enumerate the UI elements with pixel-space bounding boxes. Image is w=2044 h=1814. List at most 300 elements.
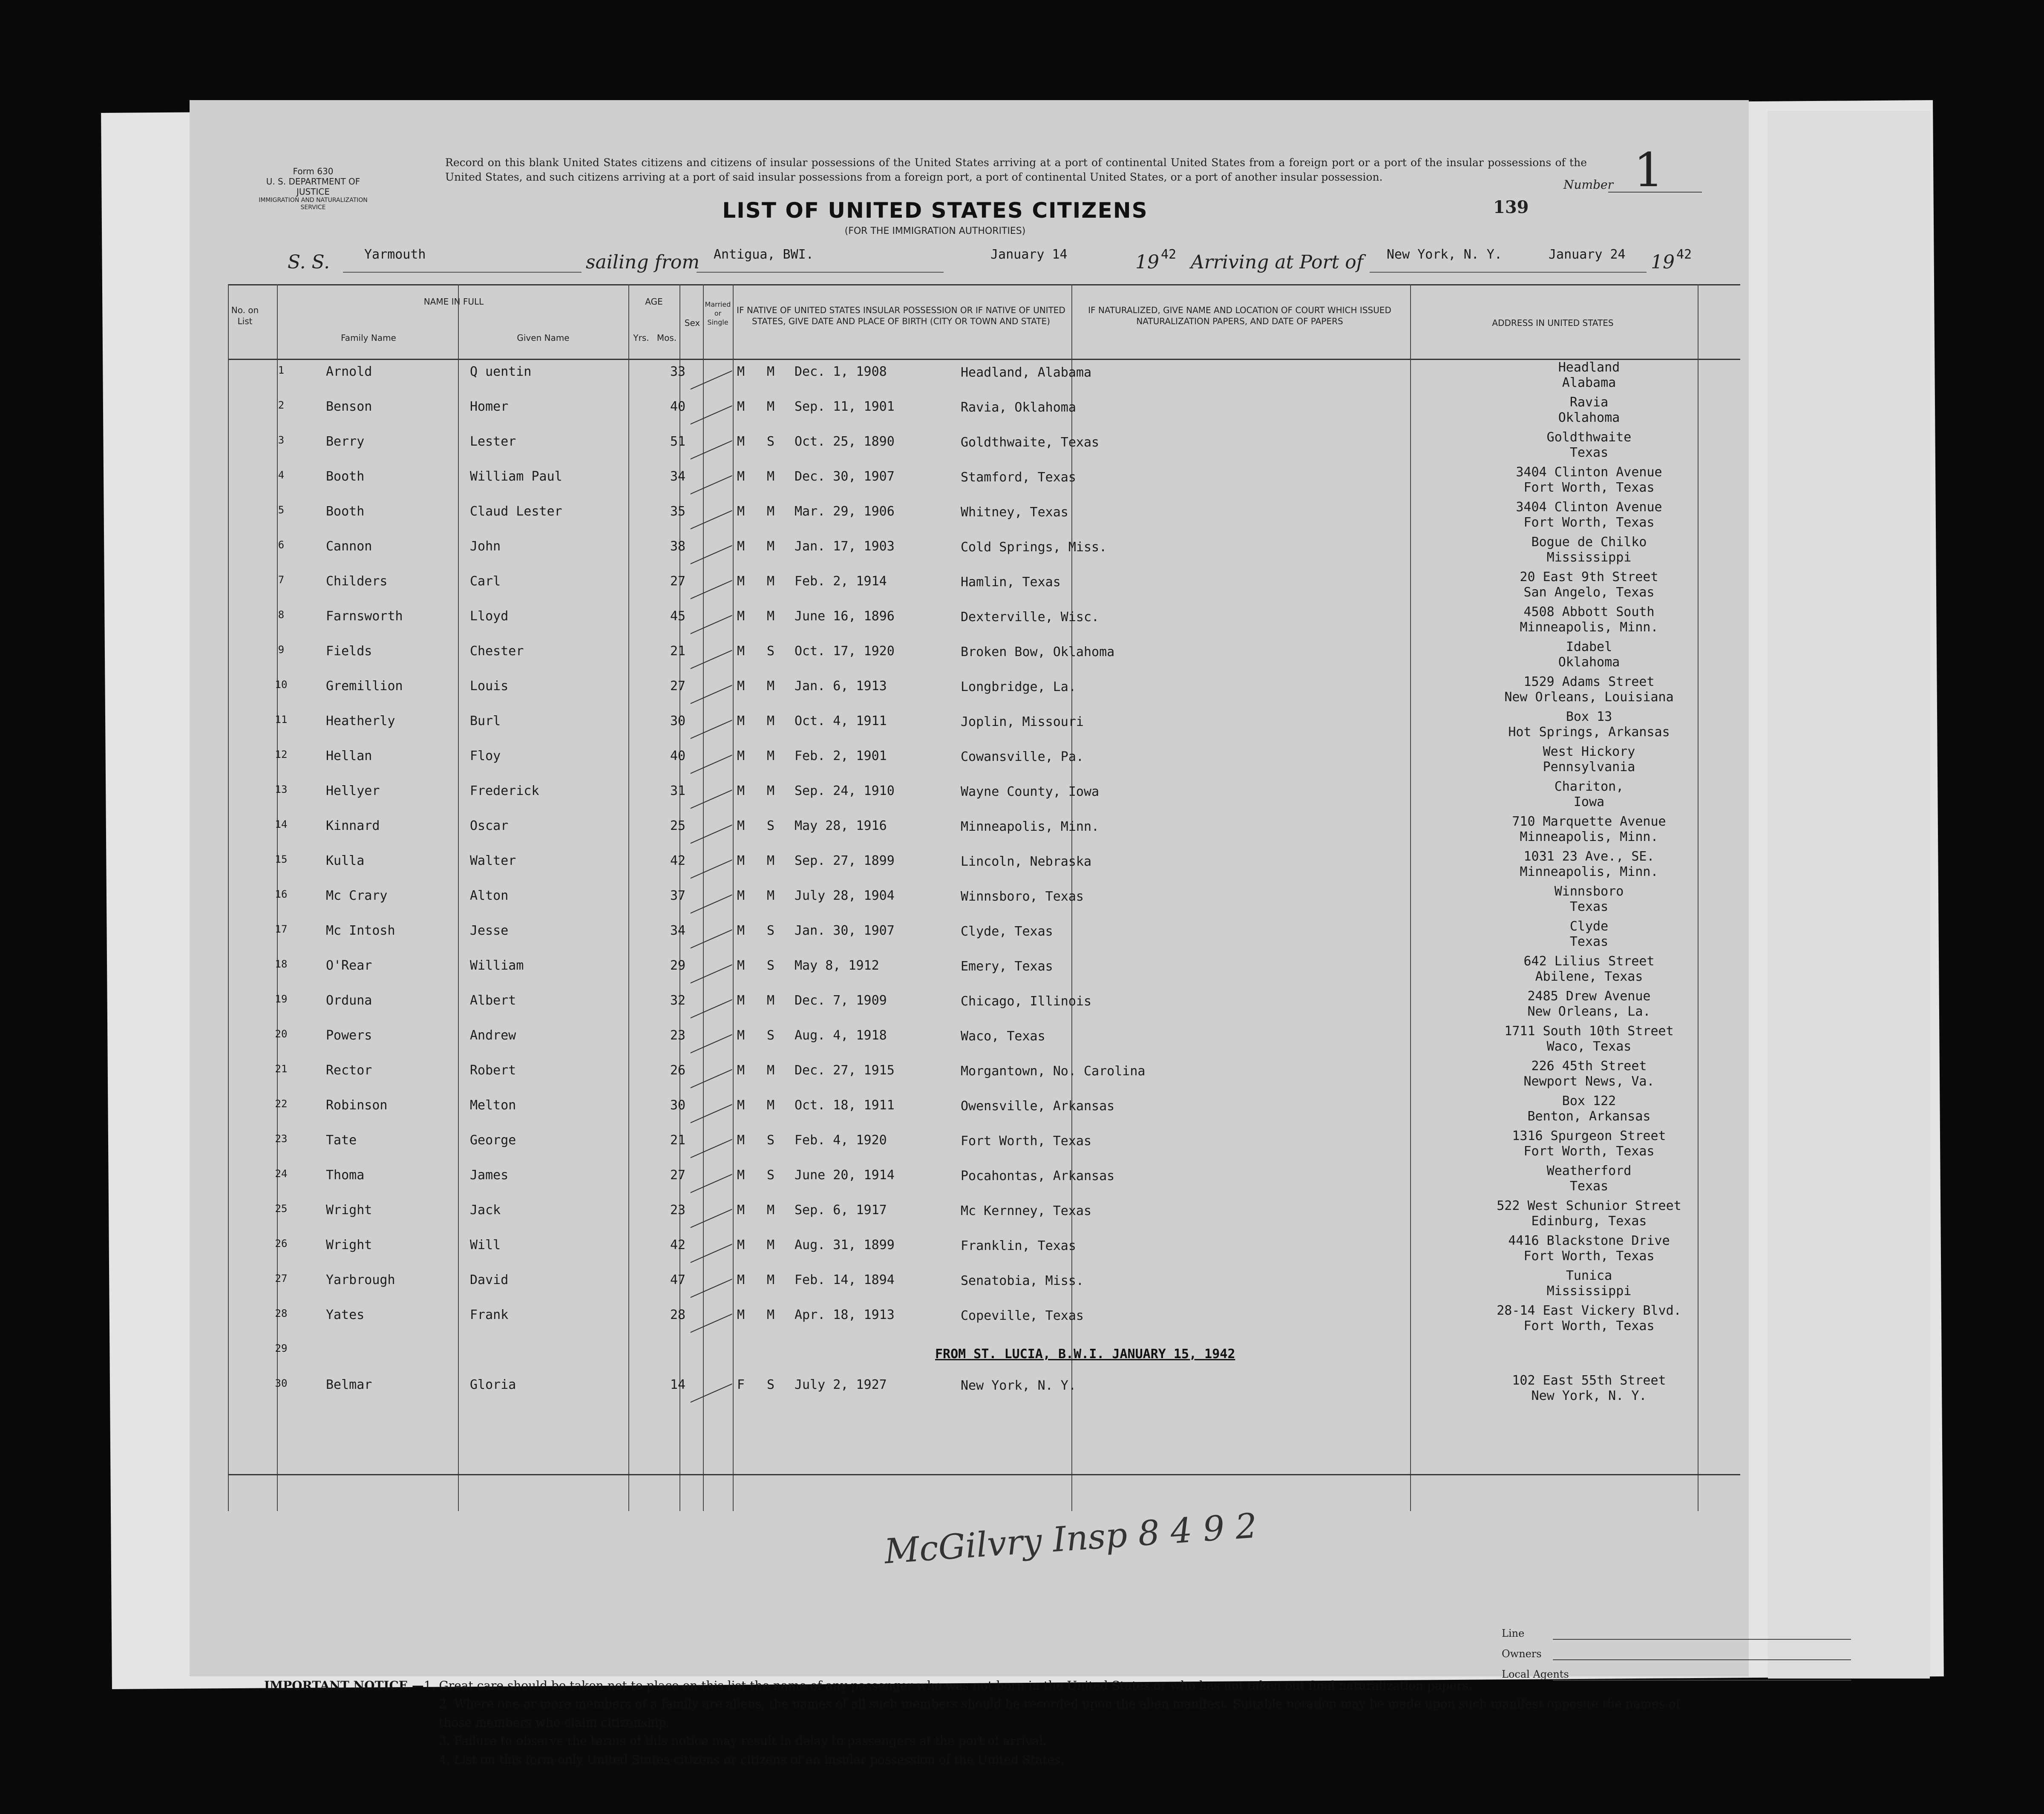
birth-date: Mar. 29, 1906 [795,504,895,519]
birth-date: May 28, 1916 [795,818,887,833]
table-row [228,535,1740,570]
table-row [228,1024,1740,1059]
address-line-1: Goldthwaite [1546,430,1632,445]
marital-status: M [767,1203,775,1218]
carrier-fields [1502,1623,1569,1684]
page-subtitle: (FOR THE IMMIGRATION AUTHORITIES) [844,226,1026,236]
age-years: 30 [670,714,686,728]
address-line-2: Mississippi [1546,1284,1632,1299]
table-row [228,919,1740,954]
birth-date: Jan. 6, 1913 [795,679,887,694]
marital-status: S [767,1133,775,1148]
family-name: Yates [326,1307,365,1322]
sex: M [737,1273,745,1287]
address-line-2: Alabama [1562,375,1616,390]
address-line-1: Winnsboro [1554,884,1624,899]
address-line-2: Texas [1569,1179,1609,1194]
address-line-1: 20 East 9th Street [1520,570,1658,585]
age-years: 34 [670,469,686,484]
row-number: 1 [278,364,285,376]
birth-place: Clyde, Texas [961,924,1053,939]
row-number: 10 [275,679,288,691]
age-years: 23 [670,1203,686,1218]
address-line-2: Oklahoma [1558,655,1620,670]
birth-date: Dec. 7, 1909 [795,993,887,1008]
col-mos: Mos. [656,333,677,343]
age-years: 25 [670,818,686,833]
section-st-lucia: FROM ST. LUCIA, B.W.I. JANUARY 15, 1942 [935,1347,1235,1362]
family-name: Yarbrough [326,1273,395,1287]
table-row [228,884,1740,919]
family-name: Childers [326,574,388,589]
birth-date: Sep. 6, 1917 [795,1203,887,1218]
marital-status: S [767,1168,775,1183]
birth-place: Wayne County, Iowa [961,784,1100,799]
address-line-2: New York, N. Y. [1531,1388,1647,1403]
birth-place: Minneapolis, Minn. [961,819,1100,834]
marital-status: S [767,1377,775,1392]
marital-status: M [767,364,775,379]
family-name: Orduna [326,993,372,1008]
page-number: 139 [1493,197,1529,217]
address-line-2: Abilene, Texas [1535,969,1643,984]
table-row [228,674,1740,709]
row-number: 2 [278,399,285,411]
underlying-sheet-edge [1768,111,1930,1679]
address-line-1: Headland [1558,360,1620,375]
marital-status: M [767,993,775,1008]
inspector-signature: McGilvry Insp 8 4 9 2 [883,1506,1258,1572]
age-years: 33 [670,364,686,379]
col-address: ADDRESS IN UNITED STATES [1492,318,1614,328]
sex: F [737,1377,745,1392]
row-number: 23 [275,1133,288,1145]
col-age: AGE [645,297,663,307]
address-line-1: 1031 23 Ave., SE. [1523,849,1655,864]
page-title: LIST OF UNITED STATES CITIZENS [722,198,1148,223]
address-line-2: New Orleans, La. [1527,1004,1651,1019]
birth-place: Dexterville, Wisc. [961,610,1100,625]
given-name: Will [470,1238,501,1253]
row-number: 19 [275,993,288,1005]
birth-place: Goldthwaite, Texas [961,435,1100,450]
address-line-1: Bogue de Chilko [1531,535,1647,550]
form-header [253,166,373,211]
sex: M [737,993,745,1008]
notice-item-2: 2. Where one or more members of a family are aliens, the names of all such members should be recorded upon the alien manifest. Suitable notation may be made upon such manifest opposite the names of those members who claim citizenship. [439,1697,1680,1730]
birth-date: Aug. 4, 1918 [795,1028,887,1043]
sex: M [737,364,745,379]
table-row [228,1373,1740,1408]
family-name: Robinson [326,1098,388,1113]
birth-date: Oct. 25, 1890 [795,434,895,449]
age-years: 27 [670,1168,686,1183]
address-line-2: Fort Worth, Texas [1523,480,1655,495]
given-name: Frederick [470,783,539,798]
birth-date: May 8, 1912 [795,958,879,973]
birth-place: Mc Kernney, Texas [961,1204,1092,1218]
col-married: Married or Single [705,300,731,326]
given-name: Andrew [470,1028,516,1043]
address-line-2: Minneapolis, Minn. [1520,829,1658,844]
address-line-2: Iowa [1573,795,1605,809]
family-name: Mc Intosh [326,923,395,938]
sex: M [737,434,745,449]
row-number: 17 [275,923,288,935]
address-line-2: Edinburg, Texas [1531,1214,1647,1229]
birth-place: Lincoln, Nebraska [961,854,1092,869]
row-number: 15 [275,853,288,865]
sex: M [737,1203,745,1218]
row-number: 13 [275,783,288,795]
given-name: Claud Lester [470,504,562,519]
birth-date: Aug. 31, 1899 [795,1238,895,1253]
birth-date: Feb. 2, 1914 [795,574,887,589]
marital-status: M [767,1273,775,1287]
sex: M [737,853,745,868]
marital-status: M [767,1063,775,1078]
table-row [228,465,1740,500]
birth-place: Chicago, Illinois [961,994,1092,1009]
arrival-date: January 24 [1549,247,1626,262]
marital-status: M [767,888,775,903]
address-line-1: Ravia [1569,395,1609,410]
birth-date: Oct. 17, 1920 [795,644,895,659]
sex: M [737,469,745,484]
row-number: 7 [278,574,285,586]
family-name: Fields [326,644,372,659]
sex: M [737,679,745,694]
birth-place: Senatobia, Miss. [961,1273,1084,1288]
given-name: Lloyd [470,609,509,624]
col-sex: Sex [684,318,700,328]
birth-place: Whitney, Texas [961,505,1068,520]
notice-item-1: 1. Great care should be taken not to place on this list the name of any passenger who was not born in the United States or who has not taken out final naturalization papers. [423,1679,1472,1693]
family-name: Thoma [326,1168,365,1183]
age-years: 26 [670,1063,686,1078]
address-line-2: Texas [1569,899,1609,914]
address-line-1: 1711 South 10th Street [1504,1024,1674,1039]
birth-place: Hamlin, Texas [961,575,1061,590]
given-name: Melton [470,1098,516,1113]
row-number: 24 [275,1168,288,1180]
given-name: Frank [470,1307,509,1322]
given-name: William Paul [470,469,562,484]
row-number: 28 [275,1307,288,1319]
marital-status: S [767,958,775,973]
sex: M [737,714,745,728]
family-name: O'Rear [326,958,372,973]
birth-place: Owensville, Arkansas [961,1099,1115,1114]
marital-status: M [767,1098,775,1113]
given-name: Lester [470,434,516,449]
marital-status: S [767,1028,775,1043]
address-line-2: San Angelo, Texas [1523,585,1655,600]
manifest-page [190,100,1749,1767]
birth-date: July 2, 1927 [795,1377,887,1392]
address-line-1: Idabel [1566,639,1612,654]
birth-date: Dec. 30, 1907 [795,469,895,484]
marital-status: M [767,609,775,624]
given-name: Robert [470,1063,516,1078]
age-years: 30 [670,1098,686,1113]
sex: M [737,504,745,519]
birth-place: Cold Springs, Miss. [961,540,1107,555]
address-line-1: 642 Lilius Street [1523,954,1655,969]
given-name: John [470,539,501,554]
given-name: William [470,958,524,973]
table-row [228,500,1740,535]
birth-place: Fort Worth, Texas [961,1134,1092,1149]
address-line-1: 3404 Clinton Avenue [1516,465,1662,480]
family-name: Berry [326,434,365,449]
row-number: 4 [278,469,285,481]
address-line-1: West Hickory [1543,744,1635,759]
age-years: 40 [670,399,686,414]
address-line-1: 4416 Blackstone Drive [1508,1233,1670,1248]
given-name: Alton [470,888,509,903]
row-number: 5 [278,504,285,516]
address-line-2: Mississippi [1546,550,1632,565]
row-number: 30 [275,1377,288,1389]
age-years: 23 [670,1028,686,1043]
given-name: Albert [470,993,516,1008]
address-line-1: Clyde [1569,919,1609,934]
table-bottom-rule [228,1474,1740,1475]
col-given-name: Given Name [517,333,570,343]
sex: M [737,1028,745,1043]
given-name: Oscar [470,818,509,833]
birth-date: June 20, 1914 [795,1168,895,1183]
table-row [228,430,1740,465]
given-name: Homer [470,399,509,414]
sail-year: 42 [1161,247,1177,262]
family-name: Kinnard [326,818,380,833]
sex: M [737,749,745,763]
table-row [228,605,1740,639]
birth-place: Broken Bow, Oklahoma [961,645,1115,659]
row-number: 14 [275,818,288,830]
sex: M [737,783,745,798]
notice-item-3: 3. Failure to observe the terms of this notice may result in delay to passengers at the port of arrival. [439,1734,1047,1748]
row-number: 12 [275,749,288,760]
marital-status: S [767,818,775,833]
table-row [228,989,1740,1024]
table-row [228,849,1740,884]
sex: M [737,1238,745,1253]
age-years: 21 [670,1133,686,1148]
family-name: Mc Crary [326,888,388,903]
family-name: Hellan [326,749,372,763]
marital-status: M [767,504,775,519]
col-birth: IF NATIVE OF UNITED STATES INSULAR POSSESSION OR IF NATIVE OF UNITED STATES, GIVE DATE AND PLACE OF BIRTH (CITY OR TOWN AND STATE) [737,305,1065,326]
address-line-1: Weatherford [1546,1163,1632,1178]
marital-status: M [767,1307,775,1322]
given-name: Chester [470,644,524,659]
col-no: No. on List [231,305,259,326]
marital-status: S [767,434,775,449]
address-line-2: Newport News, Va. [1523,1074,1655,1089]
birth-place: Copeville, Texas [961,1308,1084,1323]
address-line-1: Box 122 [1562,1094,1616,1109]
family-name: Cannon [326,539,372,554]
address-line-1: 522 West Schunior Street [1497,1198,1681,1213]
family-name: Rector [326,1063,372,1078]
row-number: 18 [275,958,288,970]
number-underline [1608,192,1702,193]
table-row [228,814,1740,849]
birth-place: Winnsboro, Texas [961,889,1084,904]
address-line-2: Fort Worth, Texas [1523,1249,1655,1264]
marital-status: M [767,714,775,728]
ss-label: S. S. [288,251,330,273]
marital-status: M [767,399,775,414]
department-name: U. S. DEPARTMENT OF JUSTICE [266,176,360,197]
marital-status: M [767,679,775,694]
given-name: Louis [470,679,509,694]
marital-status: S [767,644,775,659]
address-line-2: Oklahoma [1558,410,1620,425]
notice-item-4: 4. List on this form only United States citizens or citizens of an insular possession of the United States. [439,1752,1065,1767]
marital-status: M [767,574,775,589]
family-name: Arnold [326,364,372,379]
sex: M [737,958,745,973]
table-row [228,1094,1740,1129]
sex: M [737,1133,745,1148]
row-number: 22 [275,1098,288,1110]
col-naturalized: IF NATURALIZED, GIVE NAME AND LOCATION OF COURT WHICH ISSUED NATURALIZATION PAPERS, AND DATE OF PAPERS [1088,305,1391,326]
table-row [228,360,1740,395]
table-row [228,1233,1740,1268]
age-years: 47 [670,1273,686,1287]
birth-date: Jan. 17, 1903 [795,539,895,554]
address-line-2: New Orleans, Louisiana [1504,690,1674,705]
row-number: 27 [275,1273,288,1284]
birth-date: June 16, 1896 [795,609,895,624]
given-name: Burl [470,714,501,728]
row-number: 26 [275,1238,288,1250]
age-years: 21 [670,644,686,659]
given-name: George [470,1133,516,1148]
table-row [228,954,1740,989]
given-name: David [470,1273,509,1287]
age-years: 27 [670,679,686,694]
table-row [228,1303,1740,1338]
important-notice [264,1676,1713,1769]
marital-status: M [767,853,775,868]
family-name: Wright [326,1203,372,1218]
address-line-1: Chariton, [1554,779,1624,794]
row-number: 6 [278,539,285,551]
age-years: 14 [670,1377,686,1392]
sail-year-prefix: 19 [1135,251,1159,273]
table-row [228,1163,1740,1198]
table-row [228,570,1740,605]
owners-label: Owners [1502,1648,1542,1660]
birth-date: Oct. 18, 1911 [795,1098,895,1113]
family-name: Heatherly [326,714,395,728]
birth-place: Waco, Texas [961,1029,1045,1044]
age-years: 31 [670,783,686,798]
address-line-2: Hot Springs, Arkansas [1508,725,1670,740]
form-number: Form 630 [293,166,334,176]
family-name: Kulla [326,853,365,868]
age-years: 34 [670,923,686,938]
service-name: IMMIGRATION AND NATURALIZATION SERVICE [259,197,368,211]
birth-date: Jan. 30, 1907 [795,923,895,938]
given-name: Q uentin [470,364,532,379]
birth-place: Joplin, Missouri [961,714,1084,729]
address-line-1: 28-14 East Vickery Blvd. [1497,1303,1681,1318]
address-line-1: 1316 Spurgeon Street [1512,1129,1666,1143]
address-line-1: 710 Marquette Avenue [1512,814,1666,829]
birth-place: Stamford, Texas [961,470,1076,485]
sailing-label: sailing from [586,251,700,273]
sex: M [737,574,745,589]
col-name-in-full: NAME IN FULL [423,297,484,307]
given-name: Jack [470,1203,501,1218]
arrival-port: New York, N. Y. [1387,247,1502,262]
arriving-label: Arriving at Port of [1191,251,1364,273]
birth-date: Sep. 27, 1899 [795,853,895,868]
age-years: 42 [670,1238,686,1253]
table-row [228,744,1740,779]
birth-place: Cowansville, Pa. [961,749,1084,764]
family-name: Booth [326,504,365,519]
ship-name: Yarmouth [364,247,426,262]
table-row [228,779,1740,814]
family-name: Gremillion [326,679,403,694]
birth-date: Dec. 1, 1908 [795,364,887,379]
sex: M [737,1307,745,1322]
address-line-2: Minneapolis, Minn. [1520,864,1658,879]
address-line-1: 102 East 55th Street [1512,1373,1666,1388]
family-name: Benson [326,399,372,414]
number-value: 1 [1634,143,1664,197]
birth-date: Feb. 14, 1894 [795,1273,895,1287]
address-line-2: Waco, Texas [1546,1039,1632,1054]
given-name: Jesse [470,923,509,938]
marital-status: M [767,749,775,763]
family-name: Wright [326,1238,372,1253]
birth-date: Dec. 27, 1915 [795,1063,895,1078]
marital-status: M [767,1238,775,1253]
sex: M [737,644,745,659]
sail-date: January 14 [990,247,1068,262]
marital-status: M [767,783,775,798]
address-line-2: Fort Worth, Texas [1523,1144,1655,1159]
row-number: 21 [275,1063,288,1075]
address-line-2: Texas [1569,445,1609,460]
row-number: 29 [275,1342,288,1354]
col-family-name: Family Name [341,333,396,343]
line-label: Line [1502,1627,1525,1639]
col-yrs: Yrs. [633,333,649,343]
age-years: 42 [670,853,686,868]
age-years: 28 [670,1307,686,1322]
birth-place: Headland, Alabama [961,365,1092,380]
birth-place: Emery, Texas [961,959,1053,974]
birth-place: Ravia, Oklahoma [961,400,1076,415]
birth-place: Morgantown, No. Carolina [961,1064,1146,1079]
arrival-year: 42 [1676,247,1692,262]
marital-status: M [767,539,775,554]
sex: M [737,399,745,414]
address-line-1: 226 45th Street [1531,1059,1647,1074]
address-line-2: Fort Worth, Texas [1523,515,1655,530]
notice-lead: IMPORTANT NOTICE.— [264,1679,424,1693]
age-years: 45 [670,609,686,624]
